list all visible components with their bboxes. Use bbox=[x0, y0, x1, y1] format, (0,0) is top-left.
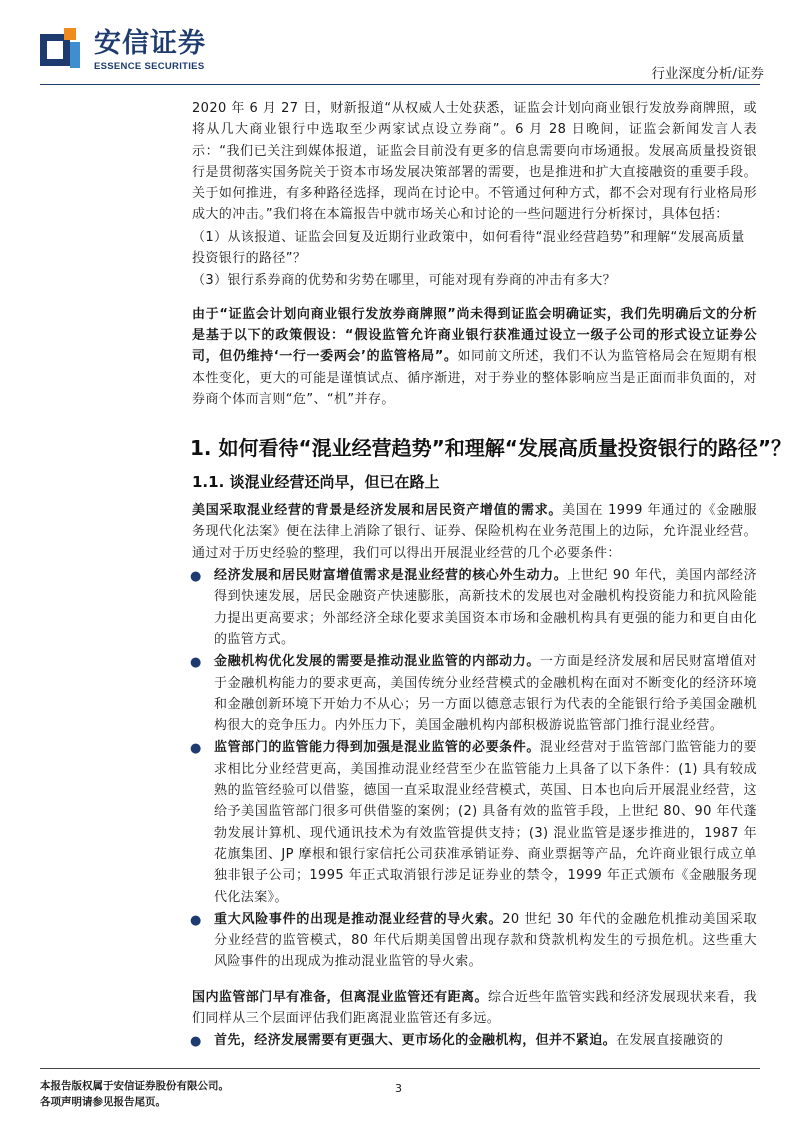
bullet-bold: 首先，经济发展需要有更强大、更市场化的金融机构，但并不紧迫。 bbox=[214, 1033, 617, 1049]
bullet-bold: 监管部门的监管能力得到加强是混业监管的必要条件。 bbox=[214, 740, 540, 756]
list-item bbox=[192, 737, 757, 907]
footer-copyright: 本报告版权属于安信证券股份有限公司。 bbox=[40, 1080, 229, 1092]
company-logo bbox=[40, 26, 240, 72]
policy-assumption-paragraph bbox=[192, 304, 757, 410]
header-divider bbox=[40, 84, 760, 85]
intro-paragraph: 2020 年 6 月 27 日，财新报道“从权威人士处获悉，证监会计划向商业银行发放券商牌照，或将从几大商业银行中选取至少两家试点设立券商”。6 月 28 日晚间，证监会新闻发言人表示：“我们已关注到媒体报道，证监会目前没有更多的信息需要向市场通报。发展高质量投资银行是贯彻落实国务院关于资本市场发展决策部署的需要，也是推进和扩大直接融资的重要手段。关于如何推进，有多种路径选择，现尚在讨论中。不管通过何种方式，都不会对现有行业格局形成大的冲击。”我们将在本篇报告中就市场关心和讨论的一些问题进行分析探讨，具体包括： bbox=[192, 101, 757, 223]
bullet-bold: 重大风险事件的出现是推动混业经营的导火索。 bbox=[214, 911, 503, 927]
question-3: （3）银行系券商的优势和劣势在哪里，可能对现有券商的冲击有多大？ bbox=[192, 273, 617, 289]
footer-divider bbox=[40, 1068, 760, 1069]
bullet-bold: 经济发展和居民财富增值需求是混业经营的核心外生动力。 bbox=[214, 568, 568, 584]
bullet-text: 上世纪 90 年代，美国内部经济得到快速发展，居民金融资产快速膨胀，高新技术的发展也对金融机构投资能力和抗风险能力提出更高要求；外部经济全球化要求美国资本市场和金融机构具有更强的能力和更自由化的监管方式。 bbox=[214, 568, 757, 647]
policy-assumption-text: 如同前文所述，我们不认为监管格局会在短期有根本性变化，更大的可能是谨慎试点、循序渐进，对于券业的整体影响应当是正面而非负面的，对券商个体而言则“危”、“机”并存。 bbox=[192, 349, 757, 407]
footer-notice: 各项声明请参见报告尾页。 bbox=[40, 1096, 166, 1108]
bullet-icon: ● bbox=[190, 655, 202, 671]
bullet-icon: ● bbox=[190, 569, 202, 585]
bullet-text: 20 世纪 30 年代的金融危机推动美国采取分业经营的监管模式，80 年代后期美国曾出现存款和贷款机构发生的亏损危机。这些重大风险事件的出现成为推动混业监管的导火索。 bbox=[214, 911, 758, 970]
report-body bbox=[190, 96, 792, 1052]
subsection-heading-1-1: 1.1. 谈混业经营还尚早，但已在路上 bbox=[192, 473, 440, 492]
domestic-paragraph bbox=[192, 987, 757, 1030]
bullet-icon: ● bbox=[190, 912, 202, 928]
section-heading-1: 1. 如何看待“混业经营趋势”和理解“发展高质量投资银行的路径”？ bbox=[190, 436, 792, 461]
us-background-text: 美国在 1999 年通过的《金融服务现代化法案》便在法律上消除了银行、证券、保险机构在业务范围上的边际，允许混业经营。通过对于历史经验的整理，我们可以得出开展混业经营的几个必要条件： bbox=[192, 503, 757, 561]
us-background-bold: 美国采取混业经营的背景是经济发展和居民资产增值的需求。 bbox=[192, 503, 563, 519]
policy-assumption-bold: 由于“证监会计划向商业银行发放券商牌照”尚未得到证监会明确证实，我们先明确后文的分析是基于以下的政策假设：“假设监管允许商业银行获准通过设立一级子公司的形式设立证券公司，但仍维持‘一行一委两会’的监管格局”。 bbox=[192, 306, 757, 365]
bullet-bold: 金融机构优化发展的需要是推动混业监管的内部动力。 bbox=[214, 654, 540, 670]
report-type: 行业深度分析/证券 bbox=[651, 66, 764, 82]
brand-name-cn: 安信证券 bbox=[94, 28, 206, 59]
bullet-text: 一方面是经济发展和居民财富增值对于金融机构能力的要求更高，美国传统分业经营模式的金融机构在面对不断变化的经济环境和金融创新环境下开始力不从心；另一方面以德意志银行为代表的全能银行给予美国金融机构很大的竞争压力。内外压力下，美国金融机构内部积极游说监管部门推行混业经营。 bbox=[214, 654, 757, 734]
us-background-paragraph bbox=[192, 500, 757, 564]
page-number: 3 bbox=[395, 1082, 402, 1095]
list-item bbox=[192, 1030, 757, 1051]
list-item bbox=[192, 651, 757, 736]
bullet-text: 在发展直接融资的 bbox=[616, 1033, 724, 1049]
list-item bbox=[192, 909, 757, 973]
bullet-text: 混业经营对于监管部门监管能力的要求相比分业经营更高，美国推动混业经营至少在监管能力上具备了以下条件：(1) 具有较成熟的监管经验可以借鉴，德国一直采取混业经营模式，英国、日本也向后开展混业经营，这给予美国监管部门很多可供借鉴的案例；(2) 具备有效的监管手段，上世纪 80、90 年代蓬勃发展计算机、现代通讯技术为有效监管提供支持；(3) 混业监管是逐步推进的，1987 年花旗集团、JP 摩根和银行家信托公司获准承销证券、商业票据等产品，允许商业银行成立单独非银子公司；1995 年正式取消银行涉足证券业的禁令，1999 年正式颁布《金融服务现代化法案》。 bbox=[214, 740, 757, 905]
conditions-list bbox=[192, 565, 757, 973]
bullet-icon: ● bbox=[190, 1034, 202, 1050]
list-item bbox=[192, 565, 757, 650]
question-1: （1）从该报道、证监会回复及近期行业政策中，如何看待“混业经营趋势”和理解“发展高质量投资银行的路径”？ bbox=[192, 229, 745, 267]
domestic-text: 综合近些年监管实践和经济发展现状来看，我们同样从三个层面评估我们距离混业监管还有多远。 bbox=[192, 989, 757, 1026]
domestic-bold: 国内监管部门早有准备，但离混业监管还有距离。 bbox=[192, 989, 488, 1005]
footer-disclaimer bbox=[40, 1078, 229, 1110]
page-header bbox=[0, 0, 800, 84]
bullet-icon: ● bbox=[190, 741, 202, 757]
domestic-list bbox=[192, 1030, 757, 1051]
logo-mark-icon bbox=[40, 26, 86, 72]
brand-name-en: ESSENCE SECURITIES bbox=[94, 61, 205, 72]
